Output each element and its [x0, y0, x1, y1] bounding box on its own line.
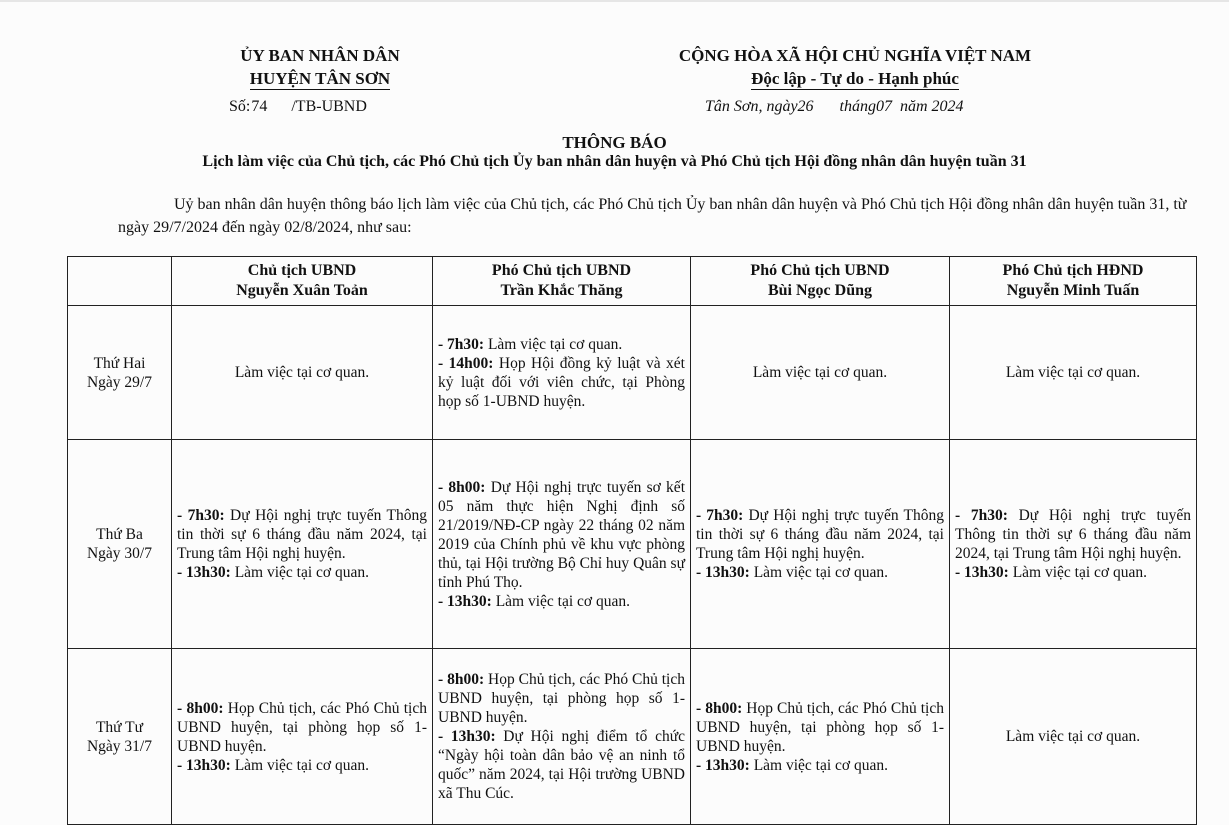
column-header: Phó Chủ tịch UBND Bùi Ngọc Dũng — [691, 257, 950, 306]
agency-line2: HUYỆN TÂN SƠN — [249, 69, 391, 88]
table-row — [68, 306, 1197, 440]
agency-line1: ỦY BAN NHÂN DÂN — [240, 46, 400, 65]
document-title: THÔNG BÁO — [562, 133, 667, 152]
date-day: 26 — [797, 98, 814, 115]
schedule-cell: - 7h30: Dự Hội nghị trực tuyến Thông tin thời sự 6 tháng đầu năm 2024, tại Trung tâm Hội nghị huyện. - 13h30: Làm việc tại cơ quan. — [691, 440, 950, 649]
so-suffix: /TB-UBND — [291, 98, 367, 115]
day-cell: Thứ Ba Ngày 30/7 — [68, 440, 172, 649]
column-header: Phó Chủ tịch UBND Trần Khắc Thăng — [433, 257, 691, 306]
date-year: năm 2024 — [900, 98, 964, 115]
schedule-table — [67, 256, 1197, 825]
column-header: Phó Chủ tịch HĐND Nguyễn Minh Tuấn — [950, 257, 1197, 306]
intro-paragraph: Uỷ ban nhân dân huyện thông báo lịch làm việc của Chủ tịch, các Phó Chủ tịch Ủy ban nhân dân huyện và Phó Chủ tịch Hội đồng nhân dân huyện tuần 31, từ ngày 29/7/2024 đến ngày 02/8/2024, như sau: — [118, 196, 1187, 236]
date-month: 07 — [876, 98, 892, 115]
date-place: Tân Sơn, ngày — [705, 98, 798, 115]
issuing-agency — [170, 44, 470, 90]
schedule-cell: - 7h30: Dự Hội nghị trực tuyến Thông tin thời sự 6 tháng đầu năm 2024, tại Trung tâm Hội nghị huyện. - 13h30: Làm việc tại cơ quan. — [950, 440, 1197, 649]
nation-line1: CỘNG HÒA XÃ HỘI CHỦ NGHĨA VIỆT NAM — [678, 46, 1032, 65]
date-month-label: tháng — [839, 98, 876, 115]
schedule-cell: Làm việc tại cơ quan. — [950, 649, 1197, 825]
schedule-cell: - 8h00: Họp Chủ tịch, các Phó Chủ tịch UBND huyện, tại phòng họp số 1-UBND huyện. - 13h30: Dự Hội nghị điểm tổ chức “Ngày hội toàn dân bảo vệ an ninh tổ quốc” năm 2024, tại Hội trường UBND xã Thu Cúc. — [433, 649, 691, 825]
table-header-row — [68, 257, 1197, 306]
nation-line2: Độc lập - Tự do - Hạnh phúc — [751, 69, 959, 88]
schedule-cell: - 7h30: Dự Hội nghị trực tuyến Thông tin thời sự 6 tháng đầu năm 2024, tại Trung tâm Hội nghị huyện. - 13h30: Làm việc tại cơ quan. — [172, 440, 433, 649]
top-edge — [0, 0, 1229, 2]
table-row — [68, 649, 1197, 825]
schedule-cell: - 7h30: Làm việc tại cơ quan. - 14h00: Họp Hội đồng kỷ luật và xét kỷ luật đối với viên chức, tại Phòng họp số 1-UBND huyện. — [433, 306, 691, 440]
schedule-cell: Làm việc tại cơ quan. — [172, 306, 433, 440]
schedule-cell: Làm việc tại cơ quan. — [950, 306, 1197, 440]
schedule-cell: - 8h00: Dự Hội nghị trực tuyến sơ kết 05 năm thực hiện Nghị định số 21/2019/NĐ-CP ngày 22 tháng 02 năm 2019 của Chính phủ về khu vực phòng thủ, tại Hội trường Bộ Chỉ huy Quân sự tỉnh Phú Thọ. - 13h30: Làm việc tại cơ quan. — [433, 440, 691, 649]
column-header: Chủ tịch UBND Nguyễn Xuân Toản — [172, 257, 433, 306]
date-line — [705, 98, 964, 116]
so-label: Số: — [229, 98, 251, 115]
schedule-cell: Làm việc tại cơ quan. — [691, 306, 950, 440]
table-row — [68, 440, 1197, 649]
national-motto — [620, 44, 1090, 90]
so-number: 74 — [251, 98, 268, 115]
day-cell: Thứ Tư Ngày 31/7 — [68, 649, 172, 825]
document-subtitle: Lịch làm việc của Chủ tịch, các Phó Chủ tịch Ủy ban nhân dân huyện và Phó Chủ tịch Hội đồng nhân dân huyện tuần 31 — [202, 153, 1027, 170]
schedule-cell: - 8h00: Họp Chủ tịch, các Phó Chủ tịch UBND huyện, tại phòng họp số 1-UBND huyện. - 13h30: Làm việc tại cơ quan. — [172, 649, 433, 825]
document-number — [229, 98, 367, 116]
schedule-cell: - 8h00: Họp Chủ tịch, các Phó Chủ tịch UBND huyện, tại phòng họp số 1-UBND huyện. - 13h30: Làm việc tại cơ quan. — [691, 649, 950, 825]
corner-cell — [68, 257, 172, 306]
day-cell: Thứ Hai Ngày 29/7 — [68, 306, 172, 440]
